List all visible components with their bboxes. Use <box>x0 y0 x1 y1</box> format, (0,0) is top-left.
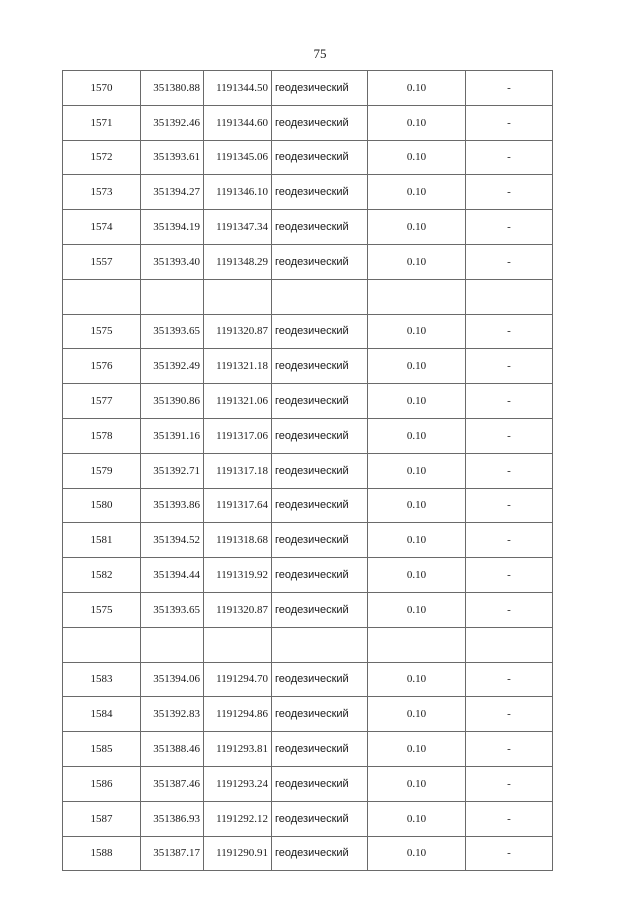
point-number-cell: 1575 <box>63 592 141 627</box>
accuracy-cell <box>368 279 466 314</box>
y-coordinate-cell: 1191317.64 <box>204 488 272 523</box>
method-cell: геодезический <box>272 592 368 627</box>
point-number-cell: 1578 <box>63 418 141 453</box>
point-number-cell: 1584 <box>63 697 141 732</box>
note-cell: - <box>466 662 553 697</box>
x-coordinate-cell <box>141 627 204 662</box>
method-cell: геодезический <box>272 453 368 488</box>
note-cell <box>466 627 553 662</box>
note-cell: - <box>466 697 553 732</box>
method-cell: геодезический <box>272 662 368 697</box>
x-coordinate-cell: 351394.52 <box>141 523 204 558</box>
x-coordinate-cell: 351387.17 <box>141 836 204 871</box>
method-cell: геодезический <box>272 314 368 349</box>
point-number-cell: 1580 <box>63 488 141 523</box>
x-coordinate-cell: 351394.44 <box>141 558 204 593</box>
point-number-cell: 1576 <box>63 349 141 384</box>
method-cell: геодезический <box>272 836 368 871</box>
x-coordinate-cell: 351394.06 <box>141 662 204 697</box>
accuracy-cell: 0.10 <box>368 453 466 488</box>
accuracy-cell: 0.10 <box>368 732 466 767</box>
table-row <box>63 453 553 488</box>
y-coordinate-cell: 1191317.06 <box>204 418 272 453</box>
y-coordinate-cell: 1191346.10 <box>204 175 272 210</box>
table-row <box>63 210 553 245</box>
x-coordinate-cell: 351393.65 <box>141 314 204 349</box>
method-cell <box>272 627 368 662</box>
coordinates-table <box>62 70 553 871</box>
y-coordinate-cell: 1191290.91 <box>204 836 272 871</box>
x-coordinate-cell: 351393.65 <box>141 592 204 627</box>
x-coordinate-cell: 351380.88 <box>141 71 204 106</box>
note-cell <box>466 279 553 314</box>
y-coordinate-cell: 1191319.92 <box>204 558 272 593</box>
point-number-cell: 1570 <box>63 71 141 106</box>
note-cell: - <box>466 801 553 836</box>
table-row <box>63 801 553 836</box>
accuracy-cell: 0.10 <box>368 314 466 349</box>
method-cell: геодезический <box>272 418 368 453</box>
method-cell: геодезический <box>272 801 368 836</box>
note-cell: - <box>466 71 553 106</box>
y-coordinate-cell: 1191348.29 <box>204 244 272 279</box>
note-cell: - <box>466 349 553 384</box>
y-coordinate-cell <box>204 279 272 314</box>
accuracy-cell: 0.10 <box>368 175 466 210</box>
note-cell: - <box>466 314 553 349</box>
table-row <box>63 105 553 140</box>
x-coordinate-cell: 351392.46 <box>141 105 204 140</box>
x-coordinate-cell: 351393.40 <box>141 244 204 279</box>
method-cell: геодезический <box>272 349 368 384</box>
accuracy-cell: 0.10 <box>368 488 466 523</box>
point-number-cell: 1575 <box>63 314 141 349</box>
accuracy-cell: 0.10 <box>368 836 466 871</box>
table-row <box>63 314 553 349</box>
y-coordinate-cell: 1191318.68 <box>204 523 272 558</box>
point-number-cell <box>63 279 141 314</box>
accuracy-cell: 0.10 <box>368 766 466 801</box>
y-coordinate-cell: 1191294.86 <box>204 697 272 732</box>
point-number-cell: 1582 <box>63 558 141 593</box>
table-row <box>63 244 553 279</box>
accuracy-cell <box>368 627 466 662</box>
note-cell: - <box>466 244 553 279</box>
x-coordinate-cell: 351388.46 <box>141 732 204 767</box>
accuracy-cell: 0.10 <box>368 662 466 697</box>
table-row <box>63 592 553 627</box>
y-coordinate-cell: 1191293.24 <box>204 766 272 801</box>
y-coordinate-cell: 1191320.87 <box>204 314 272 349</box>
accuracy-cell: 0.10 <box>368 523 466 558</box>
x-coordinate-cell: 351394.27 <box>141 175 204 210</box>
x-coordinate-cell: 351392.71 <box>141 453 204 488</box>
method-cell: геодезический <box>272 210 368 245</box>
method-cell: геодезический <box>272 697 368 732</box>
x-coordinate-cell: 351394.19 <box>141 210 204 245</box>
note-cell: - <box>466 523 553 558</box>
accuracy-cell: 0.10 <box>368 592 466 627</box>
note-cell: - <box>466 384 553 419</box>
table-row <box>63 836 553 871</box>
method-cell: геодезический <box>272 558 368 593</box>
y-coordinate-cell: 1191347.34 <box>204 210 272 245</box>
y-coordinate-cell: 1191294.70 <box>204 662 272 697</box>
x-coordinate-cell <box>141 279 204 314</box>
point-number-cell: 1585 <box>63 732 141 767</box>
table-row <box>63 71 553 106</box>
y-coordinate-cell: 1191344.50 <box>204 71 272 106</box>
accuracy-cell: 0.10 <box>368 105 466 140</box>
accuracy-cell: 0.10 <box>368 349 466 384</box>
point-number-cell: 1586 <box>63 766 141 801</box>
table-row <box>63 384 553 419</box>
y-coordinate-cell: 1191320.87 <box>204 592 272 627</box>
method-cell: геодезический <box>272 766 368 801</box>
accuracy-cell: 0.10 <box>368 244 466 279</box>
accuracy-cell: 0.10 <box>368 558 466 593</box>
note-cell: - <box>466 418 553 453</box>
method-cell: геодезический <box>272 488 368 523</box>
x-coordinate-cell: 351390.86 <box>141 384 204 419</box>
table-row <box>63 558 553 593</box>
table-row <box>63 697 553 732</box>
y-coordinate-cell: 1191292.12 <box>204 801 272 836</box>
x-coordinate-cell: 351387.46 <box>141 766 204 801</box>
note-cell: - <box>466 836 553 871</box>
point-number-cell: 1577 <box>63 384 141 419</box>
coordinates-table-body <box>63 71 553 871</box>
point-number-cell: 1579 <box>63 453 141 488</box>
point-number-cell: 1581 <box>63 523 141 558</box>
table-row <box>63 175 553 210</box>
y-coordinate-cell: 1191293.81 <box>204 732 272 767</box>
point-number-cell: 1557 <box>63 244 141 279</box>
table-row <box>63 766 553 801</box>
point-number-cell: 1583 <box>63 662 141 697</box>
point-number-cell: 1574 <box>63 210 141 245</box>
y-coordinate-cell: 1191344.60 <box>204 105 272 140</box>
method-cell: геодезический <box>272 732 368 767</box>
table-row <box>63 418 553 453</box>
note-cell: - <box>466 453 553 488</box>
method-cell: геодезический <box>272 105 368 140</box>
method-cell: геодезический <box>272 175 368 210</box>
note-cell: - <box>466 488 553 523</box>
point-number-cell <box>63 627 141 662</box>
point-number-cell: 1587 <box>63 801 141 836</box>
y-coordinate-cell <box>204 627 272 662</box>
method-cell: геодезический <box>272 140 368 175</box>
x-coordinate-cell: 351391.16 <box>141 418 204 453</box>
note-cell: - <box>466 105 553 140</box>
table-row <box>63 488 553 523</box>
accuracy-cell: 0.10 <box>368 384 466 419</box>
table-row <box>63 349 553 384</box>
point-number-cell: 1571 <box>63 105 141 140</box>
x-coordinate-cell: 351392.49 <box>141 349 204 384</box>
point-number-cell: 1588 <box>63 836 141 871</box>
y-coordinate-cell: 1191321.06 <box>204 384 272 419</box>
accuracy-cell: 0.10 <box>368 71 466 106</box>
method-cell <box>272 279 368 314</box>
table-row <box>63 279 553 314</box>
note-cell: - <box>466 732 553 767</box>
y-coordinate-cell: 1191317.18 <box>204 453 272 488</box>
accuracy-cell: 0.10 <box>368 697 466 732</box>
x-coordinate-cell: 351392.83 <box>141 697 204 732</box>
table-row <box>63 140 553 175</box>
note-cell: - <box>466 175 553 210</box>
note-cell: - <box>466 592 553 627</box>
x-coordinate-cell: 351386.93 <box>141 801 204 836</box>
note-cell: - <box>466 766 553 801</box>
note-cell: - <box>466 558 553 593</box>
note-cell: - <box>466 210 553 245</box>
accuracy-cell: 0.10 <box>368 210 466 245</box>
y-coordinate-cell: 1191321.18 <box>204 349 272 384</box>
x-coordinate-cell: 351393.61 <box>141 140 204 175</box>
page-number: 75 <box>313 46 327 61</box>
accuracy-cell: 0.10 <box>368 418 466 453</box>
point-number-cell: 1573 <box>63 175 141 210</box>
method-cell: геодезический <box>272 523 368 558</box>
method-cell: геодезический <box>272 384 368 419</box>
table-row <box>63 627 553 662</box>
accuracy-cell: 0.10 <box>368 140 466 175</box>
table-row <box>63 523 553 558</box>
accuracy-cell: 0.10 <box>368 801 466 836</box>
x-coordinate-cell: 351393.86 <box>141 488 204 523</box>
point-number-cell: 1572 <box>63 140 141 175</box>
method-cell: геодезический <box>272 71 368 106</box>
note-cell: - <box>466 140 553 175</box>
y-coordinate-cell: 1191345.06 <box>204 140 272 175</box>
table-row <box>63 662 553 697</box>
method-cell: геодезический <box>272 244 368 279</box>
table-row <box>63 732 553 767</box>
